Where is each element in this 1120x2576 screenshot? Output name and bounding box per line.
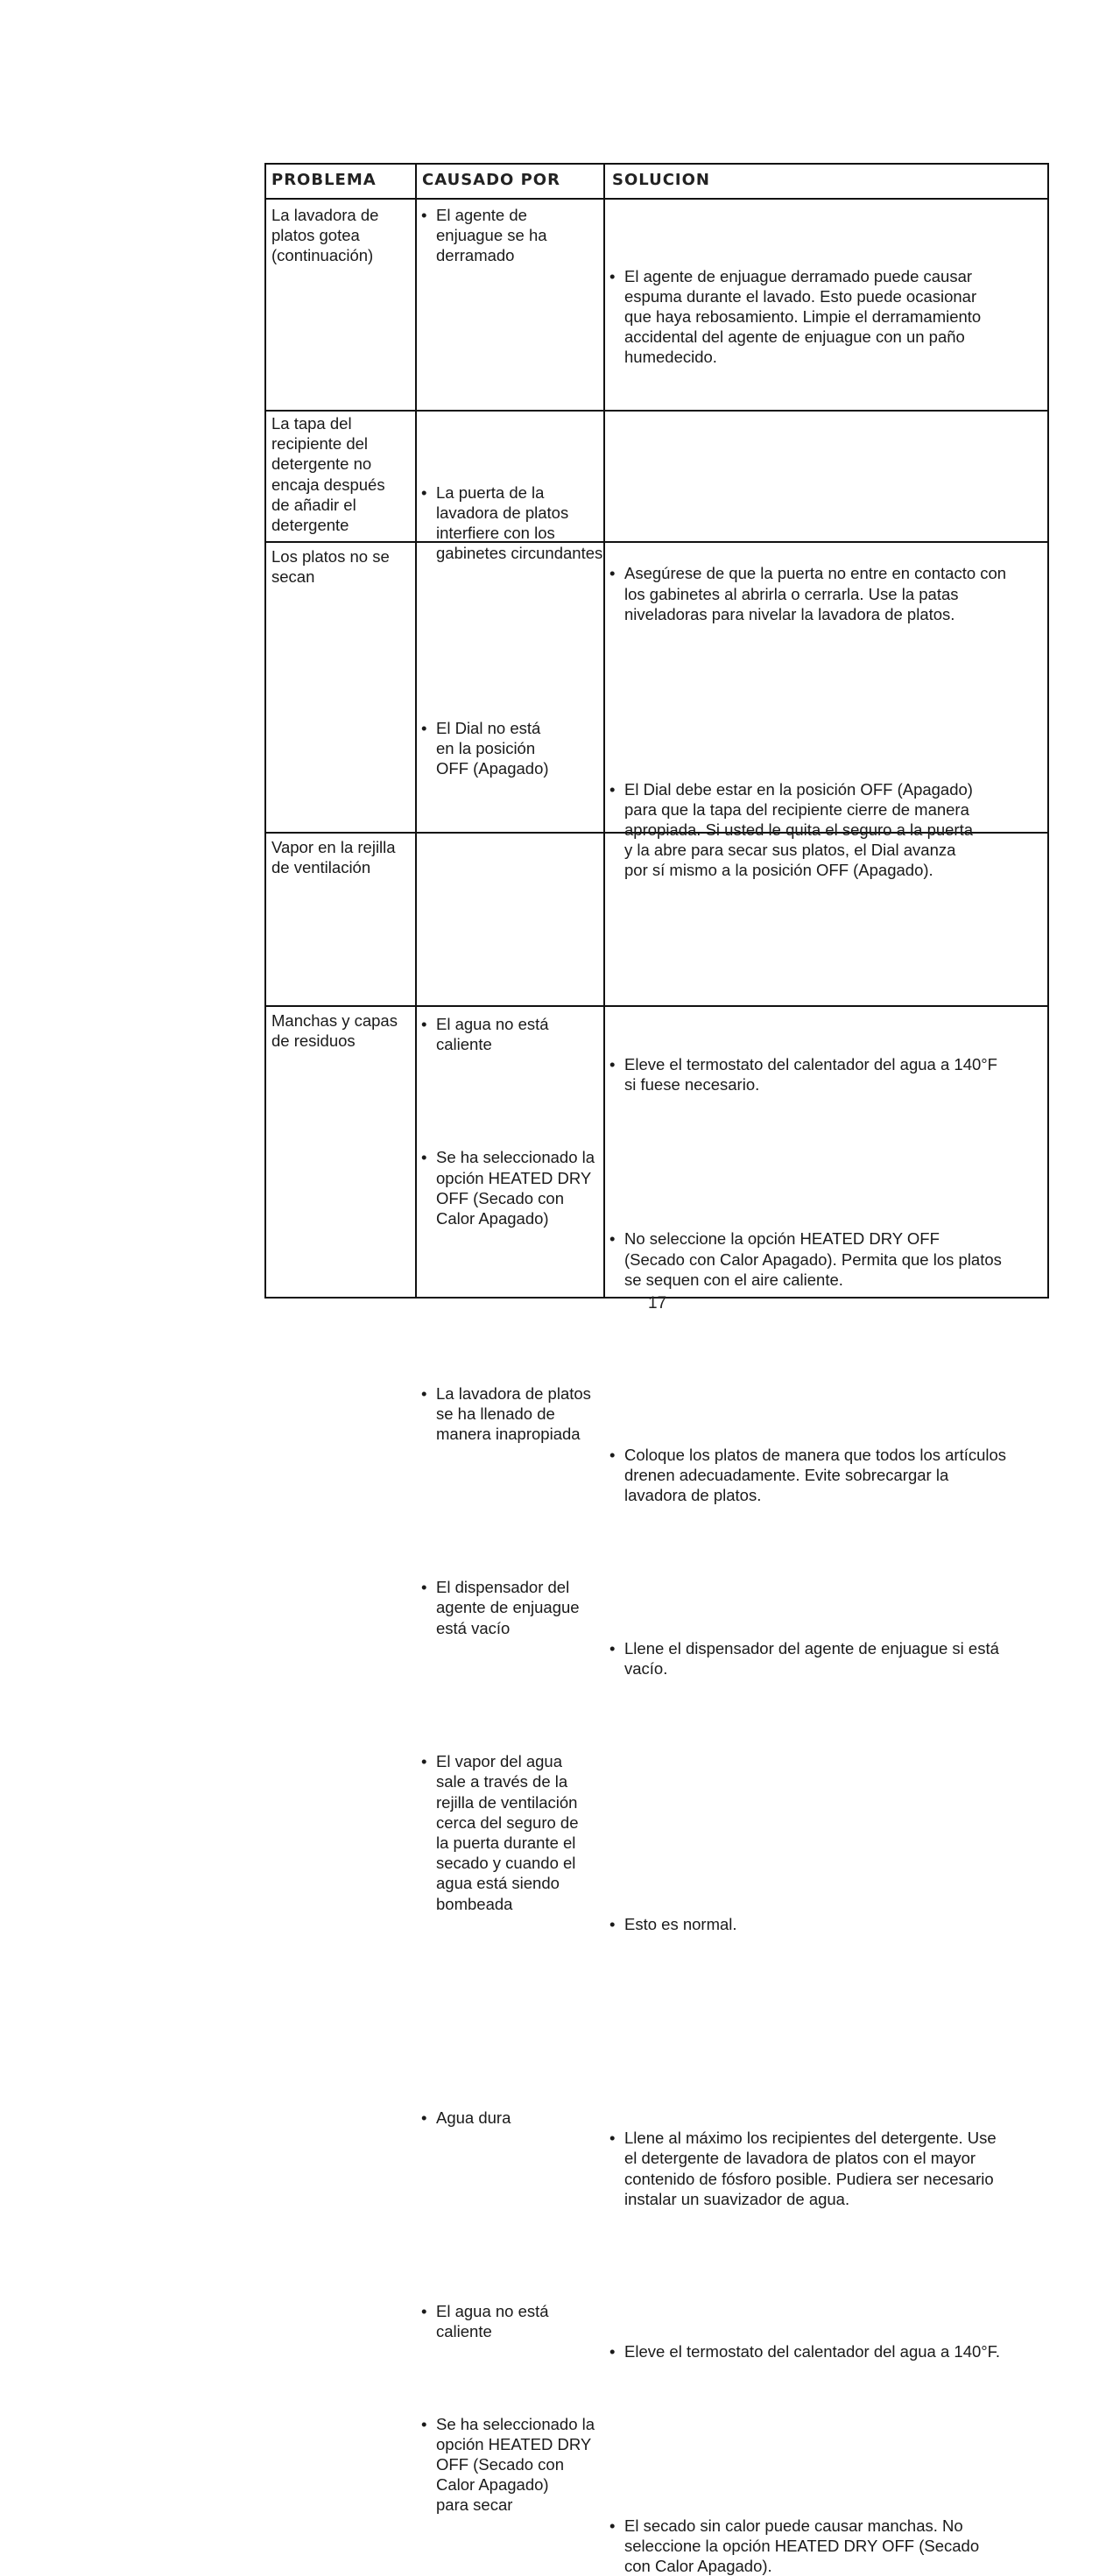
bullet-icon: • xyxy=(609,1445,616,1464)
bullet-icon: • xyxy=(609,1229,616,1249)
solution-text: Esto es normal. xyxy=(624,1914,737,1933)
bullet-icon: • xyxy=(421,2301,427,2320)
solution-text: El secado sin calor puede causar manchas. No seleccione la opción HEATED DRY OFF (Secado con Calor Apagado). xyxy=(624,2516,980,2576)
cause-text: La lavadora de platos se ha llenado de manera inapropiada xyxy=(436,1383,591,1444)
solution-item xyxy=(607,563,1120,624)
bullet-icon: • xyxy=(421,1578,427,1597)
bullet-icon: • xyxy=(609,2129,616,2148)
cause-item xyxy=(419,2414,1120,2516)
cause-text: El Dial no está en la posición OFF (Apagado) xyxy=(436,719,549,778)
cause-text: El agente de enjuague se ha derramado xyxy=(436,206,547,265)
solution-item xyxy=(607,1638,1120,1679)
cause-item xyxy=(419,205,1120,266)
problem-cell: Manchas y capas de residuos xyxy=(271,1011,398,1051)
bullet-icon: • xyxy=(609,1914,616,1933)
bullet-icon: • xyxy=(421,1383,427,1403)
cause-item xyxy=(419,1014,1120,1054)
cause-item xyxy=(419,2108,1120,2128)
bullet-icon: • xyxy=(609,1638,616,1658)
bullet-icon: • xyxy=(421,1014,427,1033)
solution-text: El agente de enjuague derramado puede causar espuma durante el lavado. Esto puede ocasionar que haya rebosamiento. Limpie el derramamiento accidental del agente de enjuague con un paño humedecido. xyxy=(624,266,982,367)
solution-text: Llene al máximo los recipientes del detergente. Use el detergente de lavadora de platos con el mayor contenido de fósforo posible. Pudiera ser necesario instalar un suavizador de agua. xyxy=(624,2129,997,2208)
solution-text: No seleccione la opción HEATED DRY OFF (Secado con Calor Apagado). Permita que los platos se sequen con el aire caliente. xyxy=(624,1229,1002,1289)
problem-cell: La tapa del recipiente del detergente no encaja después de añadir el detergente xyxy=(271,414,385,535)
column-divider xyxy=(415,165,417,1297)
bullet-icon: • xyxy=(421,719,427,738)
solution-text: Eleve el termostato del calentador del agua a 140°F. xyxy=(624,2342,1001,2361)
solution-text: Asegúrese de que la puerta no entre en contacto con los gabinetes al abrirla o cerrarla. Use la patas niveladoras para nivelar la lavadora de platos. xyxy=(624,564,1007,623)
solution-item xyxy=(607,779,1120,881)
page-number: 17 xyxy=(648,1294,667,1313)
cause-text: El vapor del agua sale a través de la rejilla de ventilación cerca del seguro de la puerta durante el secado y cuando el agua está siendo bombeada xyxy=(436,1752,579,1913)
header-problema: PROBLEMA xyxy=(271,171,377,189)
cause-item xyxy=(419,482,1120,564)
bullet-icon: • xyxy=(421,206,427,224)
cause-item xyxy=(419,2301,1120,2341)
cause-item xyxy=(419,1751,1120,1914)
solution-item xyxy=(607,2516,1120,2576)
solution-text: El Dial debe estar en la posición OFF (Apagado) para que la tapa del recipiente cierre de manera apropiada. Si usted le quita el seguro a la puerta y la abre para secar sus platos, el Dial avanza por sí mismo a la posición OFF (Apagado). xyxy=(624,779,974,880)
bullet-icon: • xyxy=(421,482,427,502)
cause-item xyxy=(419,1577,1120,1638)
cause-text: El dispensador del agente de enjuague está vacío xyxy=(436,1578,580,1637)
cause-text: El agua no está caliente xyxy=(436,1014,549,1053)
solution-item xyxy=(607,1914,1120,1934)
solution-item xyxy=(607,2341,1120,2361)
bullet-icon: • xyxy=(609,1055,616,1074)
cause-text: Se ha seleccionado la opción HEATED DRY OFF (Secado con Calor Apagado) para secar xyxy=(436,2414,595,2515)
cause-item xyxy=(419,718,1120,779)
row-divider xyxy=(266,410,1047,412)
bullet-icon: • xyxy=(609,2516,616,2535)
cause-text: Se ha seleccionado la opción HEATED DRY OFF (Secado con Calor Apagado) xyxy=(436,1148,595,1228)
cause-item xyxy=(419,1383,1120,1445)
cause-text: Agua dura xyxy=(436,2108,511,2127)
problem-cell: La lavadora de platos gotea (continuación) xyxy=(271,206,379,265)
solution-item xyxy=(607,2128,1120,2209)
header-solucion: SOLUCION xyxy=(612,171,710,189)
bullet-icon: • xyxy=(421,1148,427,1167)
solution-text: Coloque los platos de manera que todos los artículos drenen adecuadamente. Evite sobrecargar la lavadora de platos. xyxy=(624,1445,1007,1504)
bullet-icon: • xyxy=(421,1752,427,1771)
header-causado-por: CAUSADO POR xyxy=(422,171,560,189)
problem-cell: Los platos no se secan xyxy=(271,547,390,587)
row-divider xyxy=(266,1005,1047,1007)
solution-text: Llene el dispensador del agente de enjuague si está vacío. xyxy=(624,1638,999,1678)
solution-item xyxy=(607,1445,1120,1506)
cause-text: La puerta de la lavadora de platos interfiere con los gabinetes circundantes xyxy=(436,482,603,563)
cause-text: El agua no está caliente xyxy=(436,2301,549,2341)
bullet-icon: • xyxy=(421,2108,427,2127)
bullet-icon: • xyxy=(609,564,616,583)
solution-item xyxy=(607,266,1120,368)
solution-item xyxy=(607,1228,1120,1290)
bullet-icon: • xyxy=(609,779,616,799)
problem-cell: Vapor en la rejilla de ventilación xyxy=(271,838,396,877)
row-divider xyxy=(266,198,1047,200)
bullet-icon: • xyxy=(609,2342,616,2361)
cause-item xyxy=(419,1147,1120,1228)
solution-text: Eleve el termostato del calentador del agua a 140°F si fuese necesario. xyxy=(624,1055,997,1094)
solution-item xyxy=(607,1054,1120,1094)
bullet-icon: • xyxy=(609,266,616,285)
bullet-icon: • xyxy=(421,2414,427,2433)
